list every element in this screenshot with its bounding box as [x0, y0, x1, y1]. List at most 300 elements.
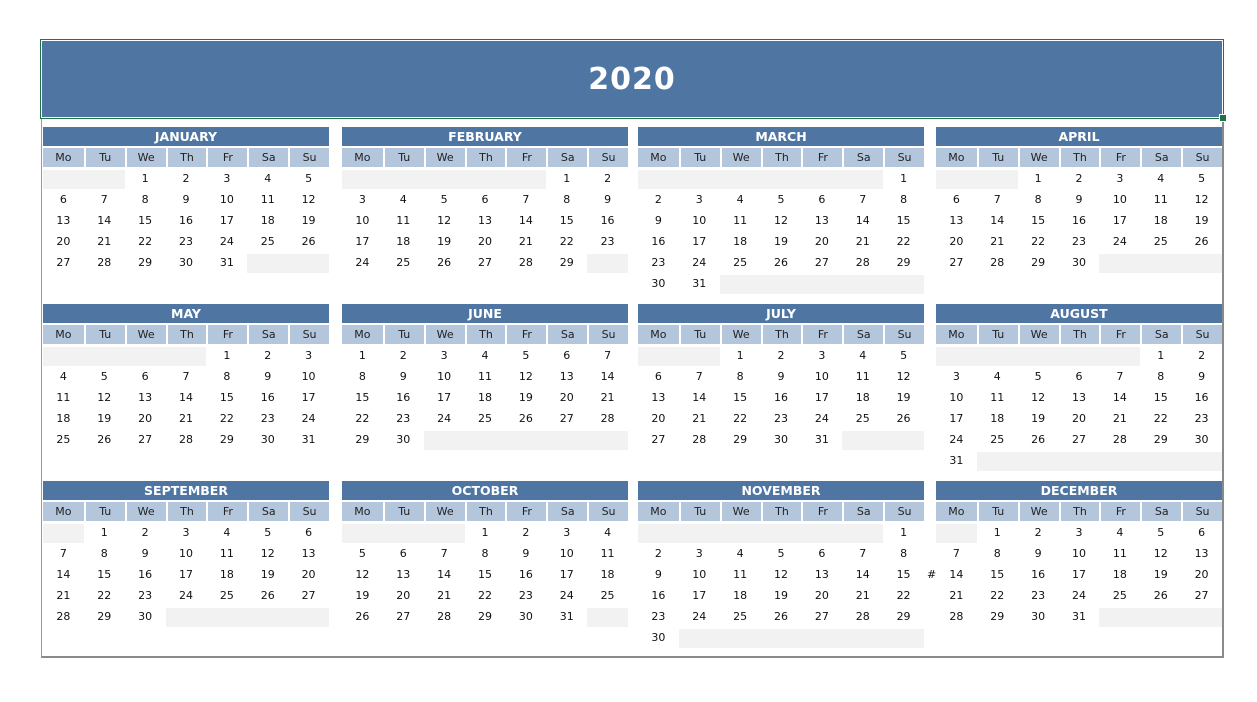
day-cell[interactable]: 20 [1071, 412, 1086, 425]
day-cell[interactable]: 4 [993, 370, 1001, 383]
day-cell[interactable]: 29 [355, 433, 370, 446]
day-cell[interactable]: 3 [952, 370, 960, 383]
day-cell[interactable]: 4 [1116, 526, 1124, 539]
day-cell[interactable]: 18 [56, 412, 71, 425]
day-cell[interactable]: 24 [437, 412, 452, 425]
day-cell[interactable]: 22 [896, 235, 911, 248]
day-cell[interactable]: 12 [1194, 193, 1209, 206]
day-cell[interactable]: 11 [56, 391, 71, 404]
day-cell[interactable]: 21 [178, 412, 193, 425]
day-cell[interactable]: 17 [692, 235, 707, 248]
day-cell[interactable]: 4 [736, 547, 744, 560]
day-cell[interactable]: 24 [355, 256, 370, 269]
day-cell[interactable]: 30 [178, 256, 193, 269]
day-cell[interactable]: 18 [477, 391, 492, 404]
day-cell[interactable]: 18 [396, 235, 411, 248]
day-cell[interactable]: 25 [855, 412, 870, 425]
day-cell[interactable]: 8 [481, 547, 489, 560]
day-cell[interactable]: 28 [692, 433, 707, 446]
day-cell[interactable]: 23 [260, 412, 275, 425]
day-cell[interactable]: 8 [141, 193, 149, 206]
day-cell[interactable]: 7 [1116, 370, 1124, 383]
day-cell[interactable]: 13 [396, 568, 411, 581]
day-cell[interactable]: 25 [56, 433, 71, 446]
day-cell[interactable]: 26 [773, 610, 788, 623]
day-cell[interactable]: 15 [990, 568, 1005, 581]
day-cell[interactable]: 11 [396, 214, 411, 227]
day-cell[interactable]: 27 [651, 433, 666, 446]
day-cell[interactable]: 1 [358, 349, 366, 362]
day-cell[interactable]: 17 [437, 391, 452, 404]
day-cell[interactable]: 6 [818, 547, 826, 560]
day-cell[interactable]: 8 [993, 547, 1001, 560]
day-cell[interactable]: 14 [518, 214, 533, 227]
day-cell[interactable]: 15 [1031, 214, 1046, 227]
day-cell[interactable]: 14 [437, 568, 452, 581]
day-cell[interactable]: 10 [949, 391, 964, 404]
day-cell[interactable]: 4 [1157, 172, 1165, 185]
day-cell[interactable]: 17 [949, 412, 964, 425]
day-cell[interactable]: 13 [559, 370, 574, 383]
day-cell[interactable]: 28 [97, 256, 112, 269]
day-cell[interactable]: 4 [264, 172, 272, 185]
day-cell[interactable]: 12 [355, 568, 370, 581]
day-cell[interactable]: 6 [818, 193, 826, 206]
day-cell[interactable]: 29 [1153, 433, 1168, 446]
day-cell[interactable]: 21 [990, 235, 1005, 248]
day-cell[interactable]: 7 [604, 349, 612, 362]
day-cell[interactable]: 2 [399, 349, 407, 362]
year-title-cell[interactable] [41, 40, 1223, 118]
day-cell[interactable]: 8 [900, 193, 908, 206]
day-cell[interactable]: 22 [1153, 412, 1168, 425]
day-cell[interactable]: 17 [1112, 214, 1127, 227]
day-cell[interactable]: 5 [100, 370, 108, 383]
day-cell[interactable]: 15 [896, 214, 911, 227]
day-cell[interactable]: 24 [178, 589, 193, 602]
day-cell[interactable]: 23 [396, 412, 411, 425]
day-cell[interactable]: 26 [97, 433, 112, 446]
day-cell[interactable]: 5 [1157, 526, 1165, 539]
day-cell[interactable]: 26 [896, 412, 911, 425]
day-cell[interactable]: 24 [949, 433, 964, 446]
day-cell[interactable]: 1 [993, 526, 1001, 539]
day-cell[interactable]: 10 [559, 547, 574, 560]
day-cell[interactable]: 17 [559, 568, 574, 581]
day-cell[interactable]: 26 [301, 235, 316, 248]
day-cell[interactable]: 31 [949, 454, 964, 467]
day-cell[interactable]: 11 [855, 370, 870, 383]
day-cell[interactable]: 11 [477, 370, 492, 383]
day-cell[interactable]: 26 [773, 256, 788, 269]
day-cell[interactable]: 28 [437, 610, 452, 623]
day-cell[interactable]: 25 [600, 589, 615, 602]
day-cell[interactable]: 3 [440, 349, 448, 362]
day-cell[interactable]: 6 [141, 370, 149, 383]
day-cell[interactable]: 13 [949, 214, 964, 227]
day-cell[interactable]: 17 [1071, 568, 1086, 581]
day-cell[interactable]: 9 [399, 370, 407, 383]
day-cell[interactable]: 6 [952, 193, 960, 206]
day-cell[interactable]: 9 [777, 370, 785, 383]
day-cell[interactable]: 10 [1112, 193, 1127, 206]
day-cell[interactable]: 13 [56, 214, 71, 227]
day-cell[interactable]: 15 [477, 568, 492, 581]
day-cell[interactable]: 2 [1034, 526, 1042, 539]
day-cell[interactable]: 1 [563, 172, 571, 185]
day-cell[interactable]: 21 [1112, 412, 1127, 425]
day-cell[interactable]: 1 [223, 349, 231, 362]
day-cell[interactable]: 10 [219, 193, 234, 206]
day-cell[interactable]: 20 [396, 589, 411, 602]
day-cell[interactable]: 4 [399, 193, 407, 206]
day-cell[interactable]: 16 [178, 214, 193, 227]
day-cell[interactable]: 23 [773, 412, 788, 425]
day-cell[interactable]: 5 [440, 193, 448, 206]
day-cell[interactable]: 12 [260, 547, 275, 560]
day-cell[interactable]: 22 [138, 235, 153, 248]
day-cell[interactable]: 18 [733, 589, 748, 602]
day-cell[interactable]: 10 [178, 547, 193, 560]
day-cell[interactable]: 24 [692, 610, 707, 623]
day-cell[interactable]: 31 [814, 433, 829, 446]
day-cell[interactable]: 14 [600, 370, 615, 383]
day-cell[interactable]: 27 [559, 412, 574, 425]
day-cell[interactable]: 26 [1031, 433, 1046, 446]
day-cell[interactable]: 22 [733, 412, 748, 425]
day-cell[interactable]: 1 [736, 349, 744, 362]
day-cell[interactable]: 25 [219, 589, 234, 602]
day-cell[interactable]: 28 [600, 412, 615, 425]
day-cell[interactable]: 13 [301, 547, 316, 560]
day-cell[interactable]: 20 [301, 568, 316, 581]
day-cell[interactable]: 10 [301, 370, 316, 383]
day-cell[interactable]: 5 [900, 349, 908, 362]
day-cell[interactable]: 20 [138, 412, 153, 425]
day-cell[interactable]: 21 [600, 391, 615, 404]
day-cell[interactable]: 16 [600, 214, 615, 227]
day-cell[interactable]: 22 [990, 589, 1005, 602]
day-cell[interactable]: 20 [814, 235, 829, 248]
day-cell[interactable]: 27 [396, 610, 411, 623]
day-cell[interactable]: 15 [355, 391, 370, 404]
day-cell[interactable]: 24 [1112, 235, 1127, 248]
day-cell[interactable]: 13 [651, 391, 666, 404]
day-cell[interactable]: 6 [481, 193, 489, 206]
day-cell[interactable]: 3 [358, 193, 366, 206]
day-cell[interactable]: 31 [301, 433, 316, 446]
day-cell[interactable]: 21 [518, 235, 533, 248]
day-cell[interactable]: 29 [138, 256, 153, 269]
day-cell[interactable]: 8 [1157, 370, 1165, 383]
day-cell[interactable]: 23 [651, 256, 666, 269]
day-cell[interactable]: 25 [396, 256, 411, 269]
day-cell[interactable]: 25 [990, 433, 1005, 446]
day-cell[interactable]: 14 [1112, 391, 1127, 404]
day-cell[interactable]: 19 [301, 214, 316, 227]
day-cell[interactable]: 2 [141, 526, 149, 539]
day-cell[interactable]: 21 [97, 235, 112, 248]
day-cell[interactable]: 2 [522, 526, 530, 539]
day-cell[interactable]: 19 [1194, 214, 1209, 227]
day-cell[interactable]: 15 [559, 214, 574, 227]
day-cell[interactable]: 12 [773, 568, 788, 581]
day-cell[interactable]: 5 [358, 547, 366, 560]
day-cell[interactable]: 27 [814, 610, 829, 623]
day-cell[interactable]: 12 [518, 370, 533, 383]
day-cell[interactable]: 29 [219, 433, 234, 446]
day-cell[interactable]: 30 [773, 433, 788, 446]
day-cell[interactable]: 25 [477, 412, 492, 425]
day-cell[interactable]: 28 [1112, 433, 1127, 446]
day-cell[interactable]: 30 [138, 610, 153, 623]
day-cell[interactable]: 20 [651, 412, 666, 425]
day-cell[interactable]: 14 [97, 214, 112, 227]
day-cell[interactable]: 29 [733, 433, 748, 446]
day-cell[interactable]: 17 [692, 589, 707, 602]
day-cell[interactable]: 16 [1194, 391, 1209, 404]
day-cell[interactable]: 18 [855, 391, 870, 404]
day-cell[interactable]: 27 [949, 256, 964, 269]
day-cell[interactable]: 6 [1075, 370, 1083, 383]
selection-fill-handle[interactable] [1219, 114, 1227, 122]
day-cell[interactable]: 30 [518, 610, 533, 623]
day-cell[interactable]: 30 [651, 631, 666, 644]
day-cell[interactable]: 14 [56, 568, 71, 581]
day-cell[interactable]: 23 [651, 610, 666, 623]
day-cell[interactable]: 8 [563, 193, 571, 206]
day-cell[interactable]: 28 [949, 610, 964, 623]
day-cell[interactable]: 29 [477, 610, 492, 623]
day-cell[interactable]: 27 [1071, 433, 1086, 446]
day-cell[interactable]: 9 [141, 547, 149, 560]
day-cell[interactable]: 15 [138, 214, 153, 227]
day-cell[interactable]: 9 [604, 193, 612, 206]
day-cell[interactable]: 22 [97, 589, 112, 602]
day-cell[interactable]: 1 [900, 172, 908, 185]
day-cell[interactable]: 5 [1198, 172, 1206, 185]
day-cell[interactable]: 4 [59, 370, 67, 383]
day-cell[interactable]: 31 [1071, 610, 1086, 623]
day-cell[interactable]: 13 [814, 568, 829, 581]
day-cell[interactable]: 25 [733, 256, 748, 269]
day-cell[interactable]: 3 [1075, 526, 1083, 539]
day-cell[interactable]: 6 [563, 349, 571, 362]
day-cell[interactable]: 8 [1034, 193, 1042, 206]
day-cell[interactable]: 26 [1153, 589, 1168, 602]
day-cell[interactable]: 9 [522, 547, 530, 560]
day-cell[interactable]: 3 [818, 349, 826, 362]
day-cell[interactable]: 8 [100, 547, 108, 560]
day-cell[interactable]: 17 [814, 391, 829, 404]
day-cell[interactable]: 6 [1198, 526, 1206, 539]
day-cell[interactable]: 2 [604, 172, 612, 185]
day-cell[interactable]: 20 [1194, 568, 1209, 581]
day-cell[interactable]: 6 [399, 547, 407, 560]
day-cell[interactable]: 19 [97, 412, 112, 425]
day-cell[interactable]: 2 [654, 547, 662, 560]
day-cell[interactable]: 21 [437, 589, 452, 602]
day-cell[interactable]: 2 [777, 349, 785, 362]
day-cell[interactable]: 9 [654, 214, 662, 227]
day-cell[interactable]: 1 [1157, 349, 1165, 362]
day-cell[interactable]: 22 [896, 589, 911, 602]
day-cell[interactable]: 2 [264, 349, 272, 362]
day-cell[interactable]: 17 [178, 568, 193, 581]
day-cell[interactable]: 23 [1194, 412, 1209, 425]
day-cell[interactable]: 12 [1153, 547, 1168, 560]
day-cell[interactable]: 3 [223, 172, 231, 185]
day-cell[interactable]: 10 [437, 370, 452, 383]
day-cell[interactable]: 13 [1194, 547, 1209, 560]
day-cell[interactable]: 13 [1071, 391, 1086, 404]
day-cell[interactable]: 11 [1153, 193, 1168, 206]
day-cell[interactable]: 9 [182, 193, 190, 206]
day-cell[interactable]: 11 [219, 547, 234, 560]
day-cell[interactable]: 6 [654, 370, 662, 383]
day-cell[interactable]: 8 [736, 370, 744, 383]
day-cell[interactable]: 7 [695, 370, 703, 383]
day-cell[interactable]: 21 [855, 235, 870, 248]
day-cell[interactable]: 10 [1071, 547, 1086, 560]
day-cell[interactable]: 28 [855, 610, 870, 623]
day-cell[interactable]: 2 [1075, 172, 1083, 185]
day-cell[interactable]: 4 [736, 193, 744, 206]
day-cell[interactable]: 5 [305, 172, 313, 185]
day-cell[interactable]: 28 [855, 256, 870, 269]
day-cell[interactable]: 25 [260, 235, 275, 248]
day-cell[interactable]: 7 [522, 193, 530, 206]
day-cell[interactable]: 15 [733, 391, 748, 404]
day-cell[interactable]: 26 [518, 412, 533, 425]
day-cell[interactable]: 6 [59, 193, 67, 206]
day-cell[interactable]: 3 [1116, 172, 1124, 185]
day-cell[interactable]: 27 [814, 256, 829, 269]
day-cell[interactable]: 22 [477, 589, 492, 602]
day-cell[interactable]: 30 [1194, 433, 1209, 446]
day-cell[interactable]: 16 [773, 391, 788, 404]
day-cell[interactable]: 23 [138, 589, 153, 602]
day-cell[interactable]: 16 [1031, 568, 1046, 581]
day-cell[interactable]: 16 [1071, 214, 1086, 227]
day-cell[interactable]: 16 [651, 589, 666, 602]
day-cell[interactable]: 6 [305, 526, 313, 539]
day-cell[interactable]: 2 [1198, 349, 1206, 362]
day-cell[interactable]: 24 [814, 412, 829, 425]
day-cell[interactable]: 20 [559, 391, 574, 404]
day-cell[interactable]: 14 [949, 568, 964, 581]
day-cell[interactable]: 27 [477, 256, 492, 269]
day-cell[interactable]: 1 [900, 526, 908, 539]
day-cell[interactable]: 12 [1031, 391, 1046, 404]
day-cell[interactable]: 12 [301, 193, 316, 206]
day-cell[interactable]: 11 [733, 568, 748, 581]
day-cell[interactable]: 25 [733, 610, 748, 623]
day-cell[interactable]: 15 [896, 568, 911, 581]
day-cell[interactable]: 10 [692, 214, 707, 227]
day-cell[interactable]: 27 [138, 433, 153, 446]
day-cell[interactable]: 15 [1153, 391, 1168, 404]
day-cell[interactable]: 19 [773, 589, 788, 602]
day-cell[interactable]: 7 [59, 547, 67, 560]
day-cell[interactable]: 7 [182, 370, 190, 383]
day-cell[interactable]: 17 [301, 391, 316, 404]
day-cell[interactable]: 16 [138, 568, 153, 581]
day-cell[interactable]: 7 [952, 547, 960, 560]
day-cell[interactable]: 29 [1031, 256, 1046, 269]
day-cell[interactable]: 26 [355, 610, 370, 623]
day-cell[interactable]: 7 [859, 193, 867, 206]
day-cell[interactable]: 3 [305, 349, 313, 362]
day-cell[interactable]: 13 [477, 214, 492, 227]
day-cell[interactable]: 24 [219, 235, 234, 248]
day-cell[interactable]: 28 [518, 256, 533, 269]
day-cell[interactable]: 2 [182, 172, 190, 185]
day-cell[interactable]: 10 [355, 214, 370, 227]
day-cell[interactable]: 17 [219, 214, 234, 227]
day-cell[interactable]: 7 [993, 193, 1001, 206]
day-cell[interactable]: 19 [1031, 412, 1046, 425]
day-cell[interactable]: 5 [1034, 370, 1042, 383]
day-cell[interactable]: 14 [178, 391, 193, 404]
day-cell[interactable]: 3 [695, 547, 703, 560]
day-cell[interactable]: 24 [1071, 589, 1086, 602]
day-cell[interactable]: 16 [518, 568, 533, 581]
day-cell[interactable]: 14 [692, 391, 707, 404]
day-cell[interactable]: 27 [1194, 589, 1209, 602]
day-cell[interactable]: 20 [949, 235, 964, 248]
day-cell[interactable]: 28 [990, 256, 1005, 269]
day-cell[interactable]: 19 [437, 235, 452, 248]
day-cell[interactable]: 21 [56, 589, 71, 602]
day-cell[interactable]: 4 [481, 349, 489, 362]
day-cell[interactable]: 18 [1112, 568, 1127, 581]
day-cell[interactable]: 30 [396, 433, 411, 446]
day-cell[interactable]: 21 [855, 589, 870, 602]
day-cell[interactable]: 9 [264, 370, 272, 383]
day-cell[interactable]: 3 [182, 526, 190, 539]
day-cell[interactable]: 21 [692, 412, 707, 425]
day-cell[interactable]: 30 [260, 433, 275, 446]
day-cell[interactable]: 20 [477, 235, 492, 248]
day-cell[interactable]: 30 [651, 277, 666, 290]
day-cell[interactable]: 16 [260, 391, 275, 404]
day-cell[interactable]: 13 [814, 214, 829, 227]
day-cell[interactable]: 10 [692, 568, 707, 581]
day-cell[interactable]: 29 [990, 610, 1005, 623]
day-cell[interactable]: 18 [733, 235, 748, 248]
day-cell[interactable]: 7 [440, 547, 448, 560]
day-cell[interactable]: 8 [900, 547, 908, 560]
day-cell[interactable]: 4 [604, 526, 612, 539]
day-cell[interactable]: 9 [1198, 370, 1206, 383]
day-cell[interactable]: 15 [219, 391, 234, 404]
day-cell[interactable]: 12 [773, 214, 788, 227]
day-cell[interactable]: 24 [559, 589, 574, 602]
day-cell[interactable]: 11 [990, 391, 1005, 404]
day-cell[interactable]: 28 [178, 433, 193, 446]
day-cell[interactable]: 26 [1194, 235, 1209, 248]
day-cell[interactable]: 18 [600, 568, 615, 581]
day-cell[interactable]: 22 [219, 412, 234, 425]
day-cell[interactable]: 4 [859, 349, 867, 362]
day-cell[interactable]: 30 [1071, 256, 1086, 269]
day-cell[interactable]: 25 [1112, 589, 1127, 602]
day-cell[interactable]: 19 [355, 589, 370, 602]
day-cell[interactable]: 23 [1031, 589, 1046, 602]
day-cell[interactable]: 10 [814, 370, 829, 383]
day-cell[interactable]: 31 [692, 277, 707, 290]
